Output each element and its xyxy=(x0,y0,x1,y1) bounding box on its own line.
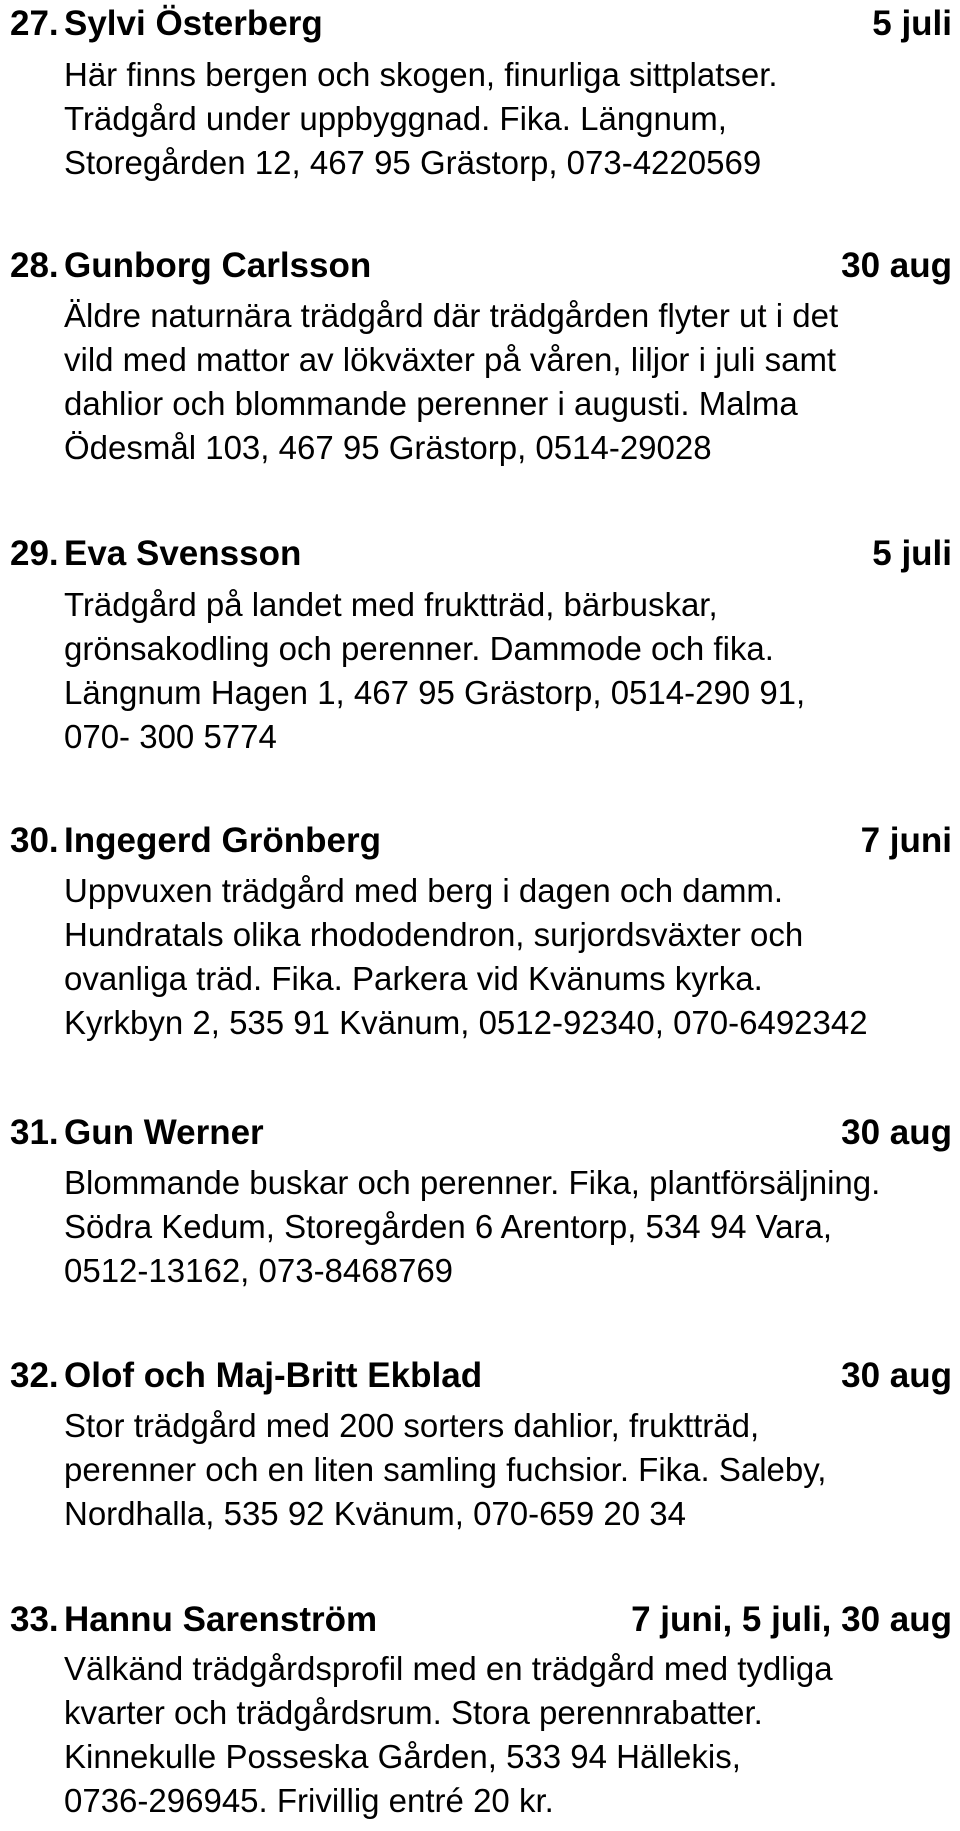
entry-text-line: Uppvuxen trädgård med berg i dagen och damm. xyxy=(64,872,784,909)
entry-heading xyxy=(0,1109,960,1157)
entry-text-line: Trädgård under uppbyggnad. Fika. Längnum, xyxy=(64,100,727,137)
entry-text-line: vild med mattor av lökväxter på våren, liljor i juli samt xyxy=(64,341,837,378)
entry-text-line: Södra Kedum, Storegården 6 Arentorp, 534 94 Vara, xyxy=(64,1208,833,1245)
entry-name: Hannu Sarenström xyxy=(64,1600,378,1639)
entry-date: 30 aug xyxy=(841,246,952,285)
entry-number: 32. xyxy=(10,1356,59,1395)
entry-name: Olof och Maj-Britt Ekblad xyxy=(64,1356,483,1395)
entry-name: Ingegerd Grönberg xyxy=(64,821,381,860)
entry-text-line: 0512-13162, 073-8468769 xyxy=(64,1252,454,1289)
entry-date: 7 juni, 5 juli, 30 aug xyxy=(631,1600,952,1639)
entry-name: Eva Svensson xyxy=(64,534,302,573)
entry-text-line: Trädgård på landet med fruktträd, bärbuskar, xyxy=(64,586,718,623)
entry-text-line: Äldre naturnära trädgård där trädgården flyter ut i det xyxy=(64,297,839,334)
entry-heading xyxy=(0,530,960,578)
entry-number: 29. xyxy=(10,534,59,573)
entry-heading xyxy=(0,0,960,48)
entry-text-line: Nordhalla, 535 92 Kvänum, 070-659 20 34 xyxy=(64,1495,686,1532)
entry-text-line: 070- 300 5774 xyxy=(64,718,277,755)
entry-text-line: 0736-296945. Frivillig entré 20 kr. xyxy=(64,1782,554,1819)
entry-number: 27. xyxy=(10,4,59,43)
entry-name: Gunborg Carlsson xyxy=(64,246,372,285)
entry-text-line: ovanliga träd. Fika. Parkera vid Kvänums kyrka. xyxy=(64,960,763,997)
entry-text-line: perenner och en liten samling fuchsior. Fika. Saleby, xyxy=(64,1451,827,1488)
entry-text-line: Ödesmål 103, 467 95 Grästorp, 0514-29028 xyxy=(64,429,712,466)
entry-text-line: Välkänd trädgårdsprofil med en trädgård med tydliga xyxy=(64,1650,833,1687)
entry-date: 30 aug xyxy=(841,1356,952,1395)
entry-text-line: Hundratals olika rhododendron, surjordsväxter och xyxy=(64,916,804,953)
entry-date: 5 juli xyxy=(872,534,952,573)
entry-text-line: Här finns bergen och skogen, finurliga sittplatser. xyxy=(64,56,778,93)
entry-text-line: Längnum Hagen 1, 467 95 Grästorp, 0514-290 91, xyxy=(64,674,806,711)
entry-text-line: Kinnekulle Posseska Gården, 533 94 Hällekis, xyxy=(64,1738,741,1775)
entry-name: Sylvi Österberg xyxy=(64,4,323,43)
entry-heading xyxy=(0,242,960,290)
entry-number: 31. xyxy=(10,1113,59,1152)
entry-text-line: Storegården 12, 467 95 Grästorp, 073-4220569 xyxy=(64,144,762,181)
entry-heading xyxy=(0,817,960,865)
entry-number: 30. xyxy=(10,821,59,860)
entry-text-line: Kyrkbyn 2, 535 91 Kvänum, 0512-92340, 070-6492342 xyxy=(64,1004,868,1041)
entry-name: Gun Werner xyxy=(64,1113,264,1152)
entry-text-line: dahlior och blommande perenner i augusti. Malma xyxy=(64,385,798,422)
entry-text-line: Blommande buskar och perenner. Fika, plantförsäljning. xyxy=(64,1164,881,1201)
entry-text-line: grönsakodling och perenner. Dammode och fika. xyxy=(64,630,774,667)
entry-heading xyxy=(0,1352,960,1400)
entry-text-line: Stor trädgård med 200 sorters dahlior, fruktträd, xyxy=(64,1407,760,1444)
entry-number: 28. xyxy=(10,246,59,285)
entry-date: 30 aug xyxy=(841,1113,952,1152)
entry-date: 5 juli xyxy=(872,4,952,43)
entry-number: 33. xyxy=(10,1600,59,1639)
entry-heading xyxy=(0,1596,960,1644)
entry-date: 7 juni xyxy=(860,821,952,860)
entry-text-line: kvarter och trädgårdsrum. Stora perennrabatter. xyxy=(64,1694,763,1731)
